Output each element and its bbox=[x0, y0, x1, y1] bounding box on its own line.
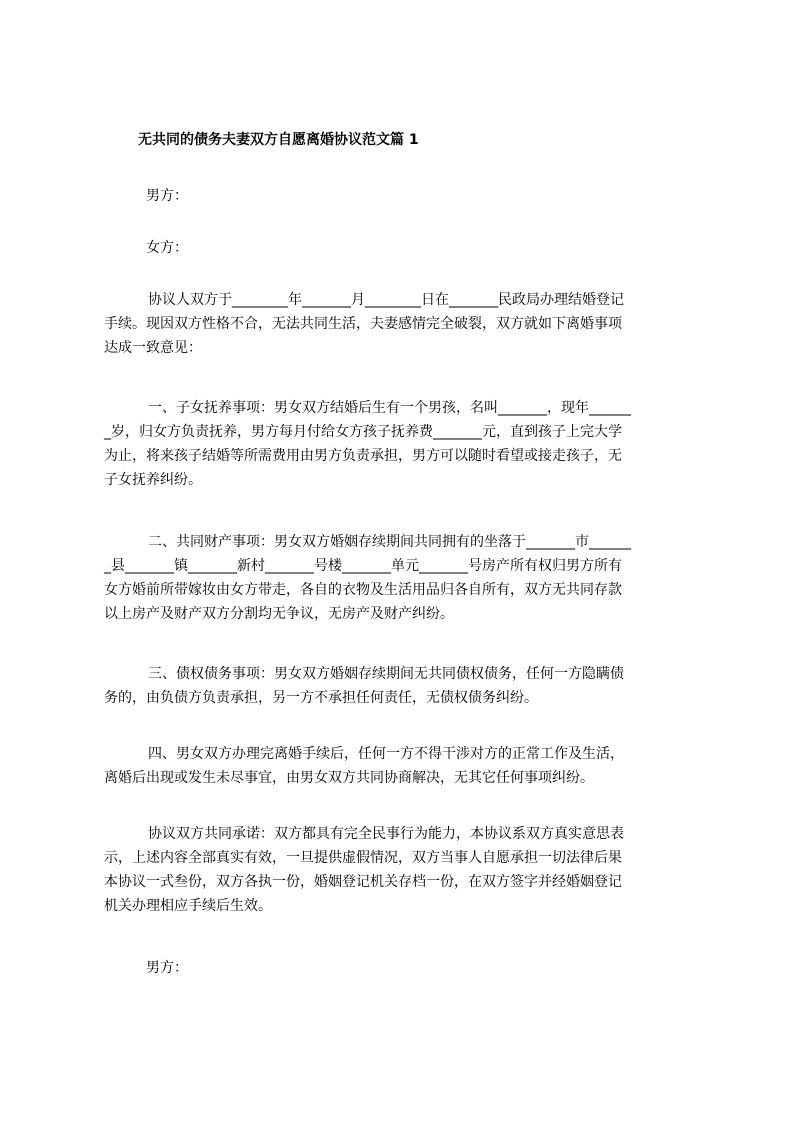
paragraph-line: 本协议一式叁份，双方各执一份，婚姻登记机关存档一份，在双方签字并经婚姻登记 bbox=[104, 874, 622, 890]
female-party-label: 女方： bbox=[146, 240, 188, 256]
paragraph-line: 手续。现因双方性格不合，无法共同生活，夫妻感情完全破裂，双方就如下离婚事项 bbox=[104, 316, 622, 332]
paragraph-line: 为止，将来孩子结婚等所需费用由男方负责承担，男方可以随时看望或接走孩子，无 bbox=[104, 448, 622, 464]
paragraph-post-divorce bbox=[104, 742, 704, 790]
paragraph-agreement-intro bbox=[104, 288, 704, 360]
paragraph-line: _县_______镇_______新村_______号楼_______单元_______号房产所有权归男方所有 bbox=[104, 558, 622, 574]
paragraph-line: 协议双方共同承诺：双方都具有完全民事行为能力，本协议系双方真实意思表 bbox=[148, 826, 624, 842]
paragraph-joint-property bbox=[104, 530, 704, 626]
paragraph-line: 离婚后出现或发生未尽事宜，由男女双方共同协商解决，无其它任何事项纠纷。 bbox=[104, 770, 594, 786]
male-party-signature-label: 男方： bbox=[146, 960, 188, 976]
paragraph-line: 女方婚前所带嫁妆由女方带走，各自的衣物及生活用品归各自所有，双方无共同存款 bbox=[104, 582, 622, 598]
paragraph-line: 达成一致意见： bbox=[104, 340, 202, 356]
paragraph-line: 务的，由负债方负责承担，另一方不承担任何责任，无债权债务纠纷。 bbox=[104, 690, 538, 706]
paragraph-debts bbox=[104, 662, 704, 710]
document-title: 无共同的债务夫妻双方自愿离婚协议范文篇 1 bbox=[138, 132, 419, 148]
paragraph-line: 机关办理相应手续后生效。 bbox=[104, 898, 272, 914]
paragraph-line: 四、男女双方办理完离婚手续后，任何一方不得干涉对方的正常工作及生活， bbox=[148, 746, 624, 762]
paragraph-line: 二、共同财产事项：男女双方婚姻存续期间共同拥有的坐落于_______市______ bbox=[148, 534, 631, 550]
paragraph-line: 一、子女抚养事项：男女双方结婚后生有一个男孩，名叫_______，现年______ bbox=[148, 400, 631, 416]
paragraph-line: 以上房产及财产双方分割均无争议，无房产及财产纠纷。 bbox=[104, 606, 454, 622]
paragraph-line: 子女抚养纠纷。 bbox=[104, 472, 202, 488]
male-party-label: 男方： bbox=[146, 188, 188, 204]
paragraph-joint-commitment bbox=[104, 822, 704, 918]
paragraph-child-custody bbox=[104, 396, 704, 492]
paragraph-line: 协议人双方于________年_______月________日在_______民政局办理结婚登记 bbox=[148, 292, 624, 308]
paragraph-line: 示，上述内容全部真实有效，一旦提供虚假情况，双方当事人自愿承担一切法律后果 bbox=[104, 850, 622, 866]
paragraph-line: 三、债权债务事项：男女双方婚姻存续期间无共同债权债务，任何一方隐瞒债 bbox=[148, 666, 624, 682]
paragraph-line: _岁，归女方负责抚养，男方每月付给女方孩子抚养费_______元，直到孩子上完大学 bbox=[104, 424, 622, 440]
